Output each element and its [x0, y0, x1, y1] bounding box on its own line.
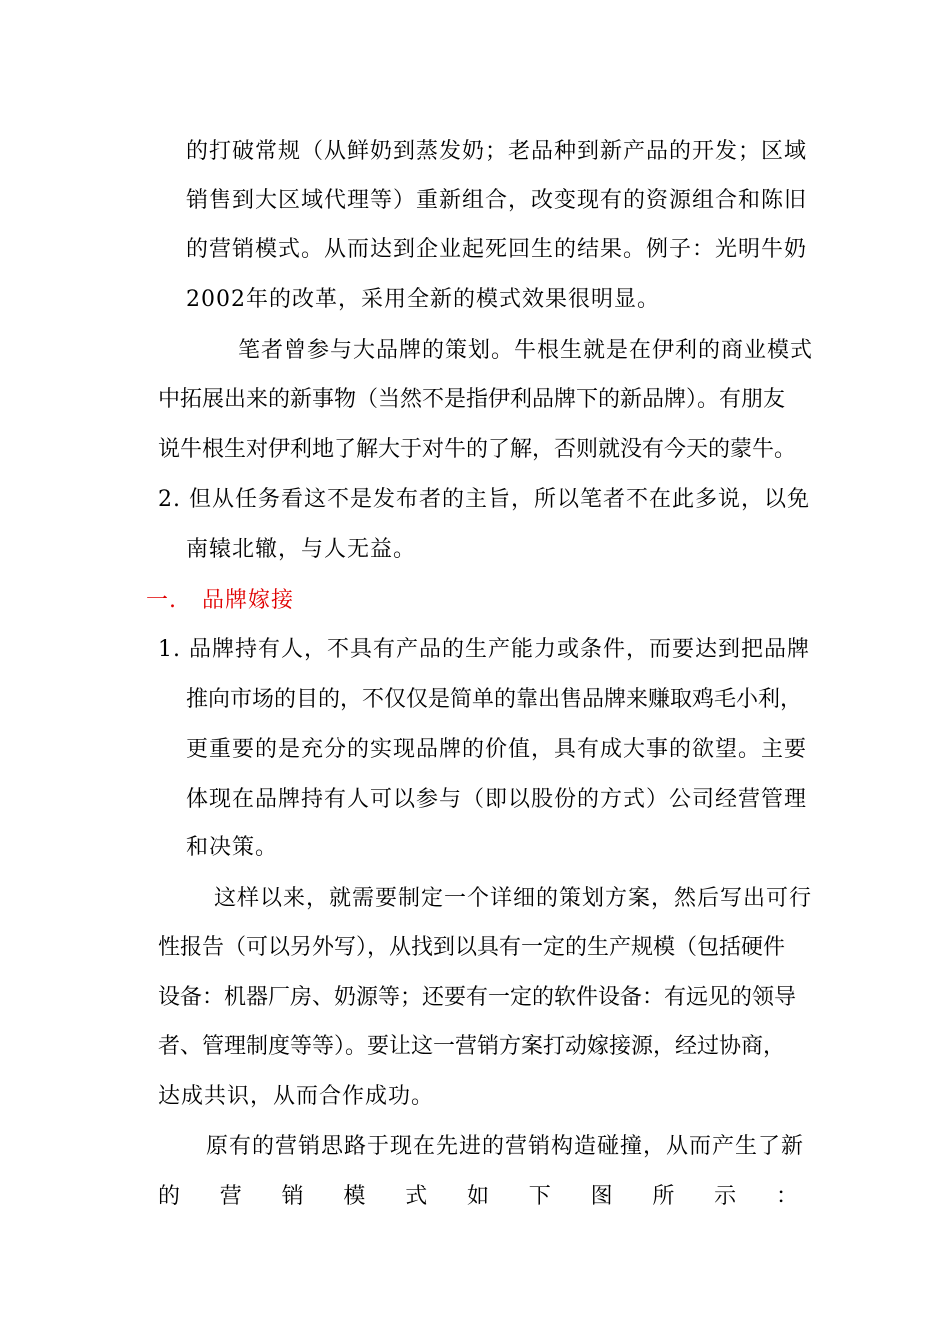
paragraph-line: 中拓展出来的新事物（当然不是指伊利品牌下的新品牌）。有朋友 [158, 387, 786, 412]
justified-last-line [158, 1182, 798, 1212]
char: 销 [281, 1184, 304, 1209]
list-item-line: 2. 但从任务看这不是发布者的主旨，所以笔者不在此多说，以免 [158, 487, 810, 512]
list-item-line: 和决策。 [186, 835, 279, 860]
list-item-line: 推向市场的目的，不仅仅是简单的靠出售品牌来赚取鸡毛小利， [186, 687, 803, 712]
char: 图 [590, 1184, 613, 1209]
paragraph-line: 设备：机器厂房、奶源等；还要有一定的软件设备：有远见的领导 [158, 985, 797, 1010]
section-heading-title: 品牌嫁接 [202, 588, 295, 613]
char: 示 [714, 1184, 737, 1209]
paragraph-line: 的打破常规（从鲜奶到蒸发奶；老品种到新产品的开发；区域 [186, 139, 808, 164]
char: ： [775, 1184, 798, 1209]
char: 模 [343, 1184, 366, 1209]
char: 下 [528, 1184, 551, 1209]
paragraph-line: 性报告（可以另外写），从找到以具有一定的生产规模（包括硬件 [158, 935, 786, 960]
paragraph-line: 笔者曾参与大品牌的策划。牛根生就是在伊利的商业模式 [238, 338, 814, 363]
list-item-line: 1. 品牌持有人，不具有产品的生产能力或条件，而要达到把品牌 [158, 637, 810, 662]
paragraph-line: 者、管理制度等等）。要让这一营销方案打动嫁接源，经过协商， [158, 1034, 786, 1059]
char: 营 [219, 1184, 242, 1209]
list-item-line: 南辕北辙，与人无益。 [186, 537, 417, 562]
char: 的 [158, 1184, 181, 1209]
paragraph-line: 2002年的改革，采用全新的模式效果很明显。 [186, 287, 660, 312]
paragraph-line: 达成共识，从而合作成功。 [158, 1084, 435, 1109]
paragraph-line: 说牛根生对伊利地了解大于对牛的了解，否则就没有今天的蒙牛。 [158, 437, 797, 462]
paragraph-line: 的营销模式。从而达到企业起死回生的结果。例子：光明牛奶 [186, 237, 808, 262]
paragraph-line: 原有的营销思路于现在先进的营销构造碰撞，从而产生了新 [206, 1134, 805, 1159]
paragraph-line: 销售到大区域代理等）重新组合，改变现有的资源组合和陈旧 [186, 188, 808, 213]
char: 如 [466, 1184, 489, 1209]
char: 式 [405, 1184, 428, 1209]
section-heading-number: 一. [146, 588, 177, 613]
char: 所 [652, 1184, 675, 1209]
list-item-line: 体现在品牌持有人可以参与（即以股份的方式）公司经营管理 [186, 787, 808, 812]
paragraph-line: 这样以来，就需要制定一个详细的策划方案，然后写出可行 [214, 886, 813, 911]
list-item-line: 更重要的是充分的实现品牌的价值，具有成大事的欲望。主要 [186, 737, 808, 762]
